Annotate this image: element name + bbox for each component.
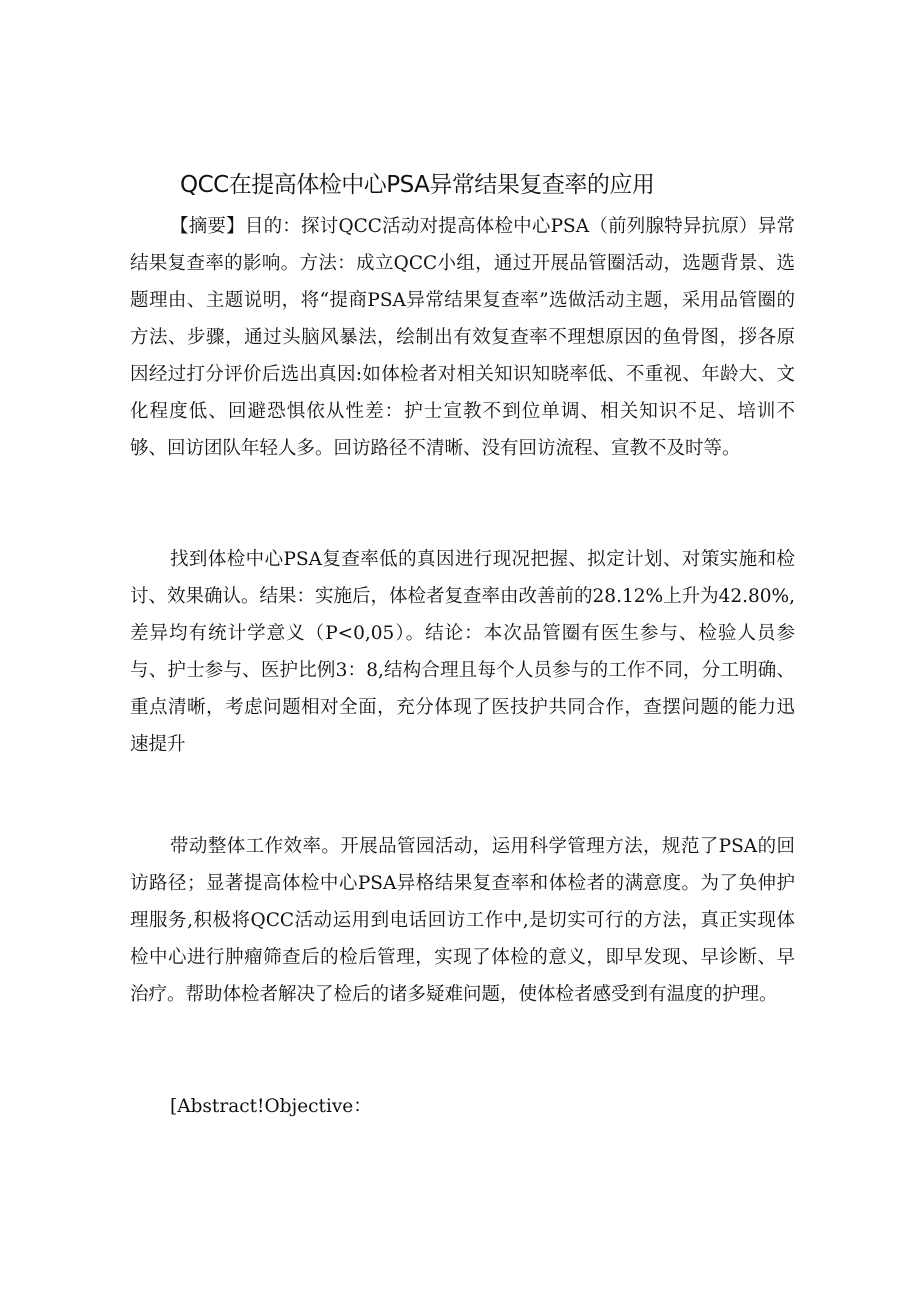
abstract-paragraph-3: 带动整体工作效率。开展品管园活动，运用科学管理方法，规范了PSA的回访路径；显著提高体检中心PSA异格结果复查率和体检者的满意度。为了奂伸护理服务,积极将QCC活动运用到电话回访工作中,是切实可行的方法，真正实现体检中心进行肿瘤筛查后的检后管理，实现了体检的意义，即早发现、早诊断、早治疗。帮助体检者解决了检后的诸多疑难问题，使体检者感受到有温度的护理。: [130, 836, 795, 1005]
abstract-paragraph-2: 找到体检中心PSA复查率低的真因进行现况把握、拟定计划、对策实施和检讨、效果确认。结果：实施后，体检者复查率由改善前的28.12%上升为42.80%,差异均有统计学意义（P<0,05）。结论：本次品管圈有医生参与、检验人员参与、护士参与、医护比例3：8,结构合理且每个人员参与的工作不同，分工明确、重点清晰，考虑问题相对全面，充分体现了医技护共同合作，查摆问题的能力迅速提升: [130, 549, 795, 755]
document-title: QCC在提高体检中心PSA异常结果复查率的应用: [180, 172, 655, 198]
abstract-paragraph-1: 【摘要】目的：探讨QCC活动对提高体检中心PSA（前列腺特异抗原）异常结果复查率的影响。方法：成立QCC小组，通过开展品管圈活动，选题背景、选题理由、主题说明，将“提商PSA异常结果复查率”选做活动主题，采用品管圈的方法、步骤，通过头脑风暴法，绘制出有效复查率不理想原因的鱼骨图，拶各原因经过打分评价后选出真因:如体检者对相关知识知晓率低、不重视、年龄大、文化程度低、回避恐惧依从性差：护士宣教不到位单调、相关知识不足、培训不够、回访团队年轻人多。回访路径不清晰、没有回访流程、宣教不及时等。: [130, 216, 795, 459]
abstract-english-heading: [Abstract!Objective：: [170, 1096, 372, 1117]
